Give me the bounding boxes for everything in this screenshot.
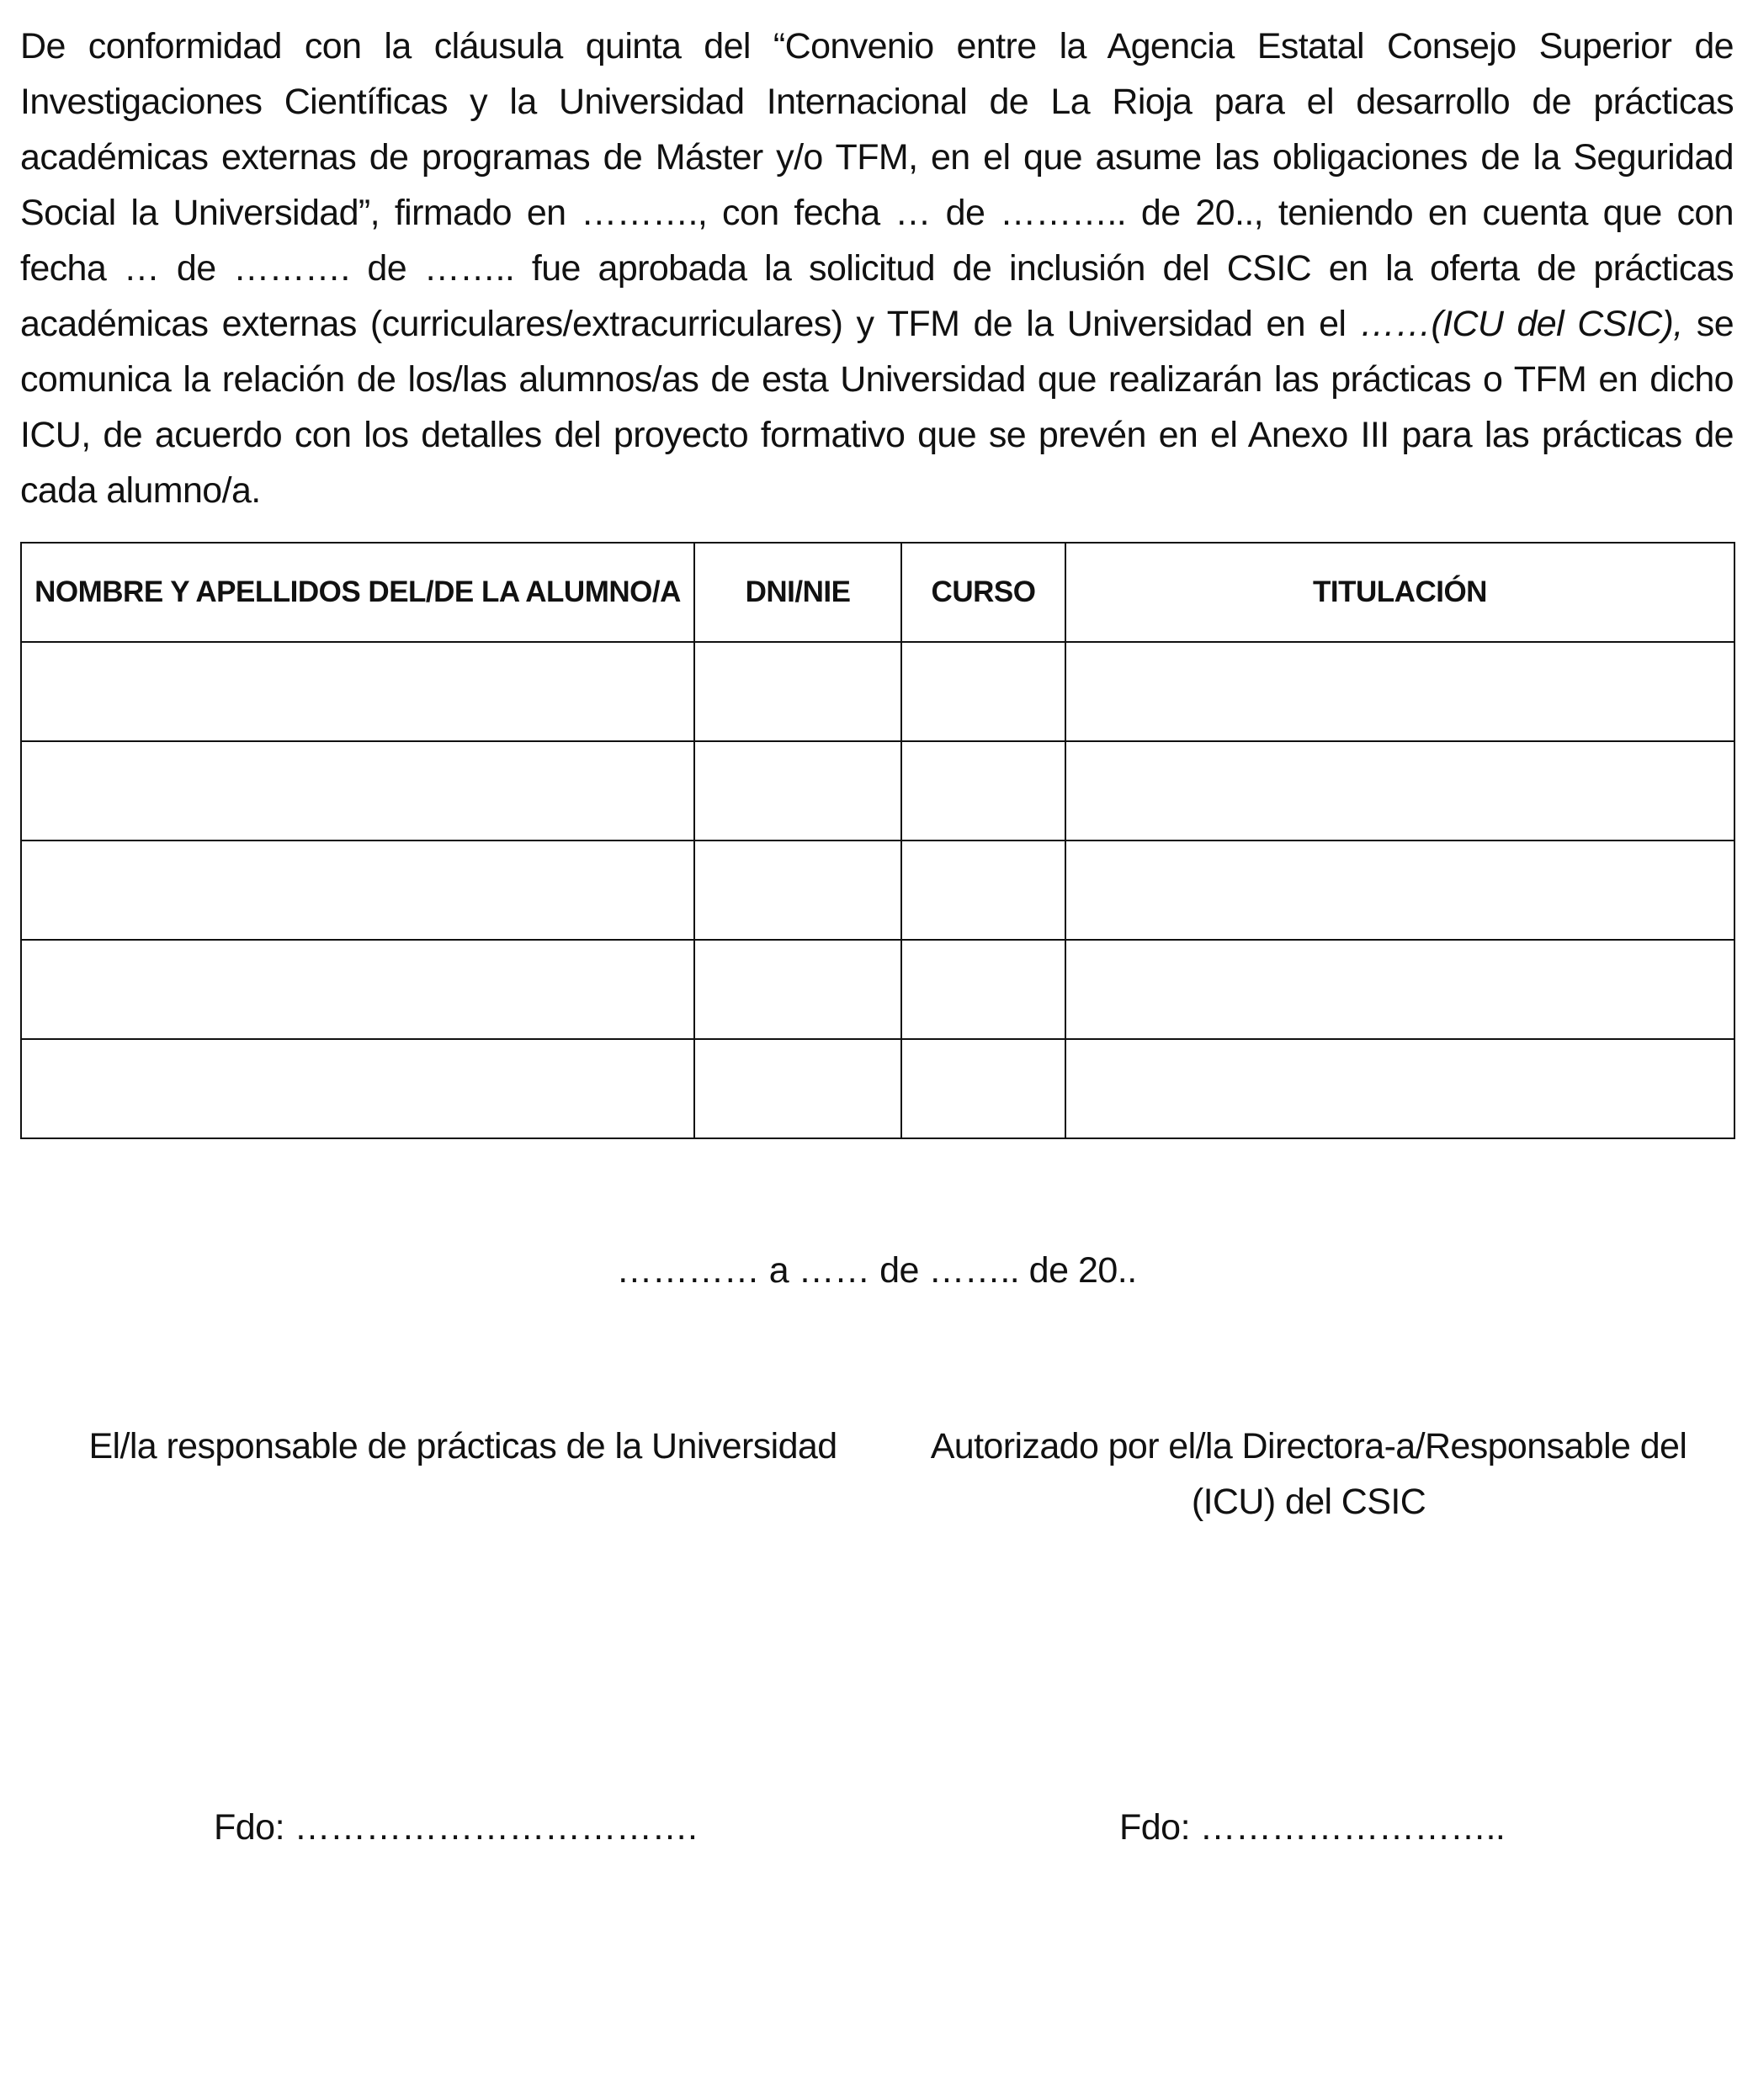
university-signatory-label: El/la responsable de prácticas de la Universidad — [88, 1426, 837, 1466]
students-table — [20, 542, 1735, 1139]
cell-student-name[interactable] — [21, 642, 694, 741]
cell-curso[interactable] — [901, 741, 1065, 841]
header-curso: CURSO — [901, 543, 1065, 642]
cell-curso[interactable] — [901, 841, 1065, 940]
date-place-line: ………… a …… de …….. de 20.. — [616, 1250, 1137, 1291]
intro-text-icu: ……(ICU del CSIC), — [1359, 304, 1683, 344]
intro-text-part1: De conformidad con la cláusula quinta del “Convenio entre la Agencia Estatal Consejo Superior de Investigaciones Científicas y la Universidad Internacional de La Rioja para el desarrollo de prácticas académicas externas de programas de Máster y/o TFM, en el que asume las obligaciones de la Seguridad Social la Universidad”, firmado en ………., con fecha … de ……….. de 20.., teniendo en cuenta que con fecha … de ………. de …….. fue aprobada la solicitud de inclusión del CSIC en la oferta de prácticas académicas externas (curriculares/extracurriculares) y TFM de la Universidad en el — [20, 26, 1734, 344]
cell-titulacion[interactable] — [1065, 1039, 1734, 1138]
cell-dni-nie[interactable] — [694, 940, 901, 1039]
cell-student-name[interactable] — [21, 841, 694, 940]
cell-dni-nie[interactable] — [694, 1039, 901, 1138]
cell-titulacion[interactable] — [1065, 741, 1734, 841]
cell-titulacion[interactable] — [1065, 940, 1734, 1039]
cell-titulacion[interactable] — [1065, 642, 1734, 741]
table-row — [21, 642, 1734, 741]
table-row — [21, 1039, 1734, 1138]
table-row — [21, 741, 1734, 841]
cell-titulacion[interactable] — [1065, 841, 1734, 940]
cell-student-name[interactable] — [21, 741, 694, 841]
cell-student-name[interactable] — [21, 1039, 694, 1138]
header-dni-nie: DNI/NIE — [694, 543, 901, 642]
table-row — [21, 940, 1734, 1039]
cell-student-name[interactable] — [21, 940, 694, 1039]
table-row — [21, 841, 1734, 940]
intro-paragraph — [20, 19, 1734, 518]
cell-curso[interactable] — [901, 642, 1065, 741]
header-student-name: NOMBRE Y APELLIDOS DEL/DE LA ALUMNO/A — [21, 543, 694, 642]
university-signatory-title — [34, 1419, 892, 1474]
cell-dni-nie[interactable] — [694, 841, 901, 940]
university-signature-line: Fdo: ……………………………. — [214, 1807, 698, 1848]
table-header-row — [21, 543, 1734, 642]
cell-dni-nie[interactable] — [694, 741, 901, 841]
cell-dni-nie[interactable] — [694, 642, 901, 741]
cell-curso[interactable] — [901, 1039, 1065, 1138]
csic-signatory-title — [917, 1419, 1700, 1530]
intro-text-part2: se comunica la relación de los/las alumnos/as de esta Universidad que realizarán las prácticas o TFM en dicho ICU, de acuerdo con los detalles del proyecto formativo que se prevén en el Anexo III para las prácticas de cada alumno/a. — [20, 304, 1734, 511]
cell-curso[interactable] — [901, 940, 1065, 1039]
header-titulacion: TITULACIÓN — [1065, 543, 1734, 642]
csic-signature-line: Fdo: …………………….. — [1119, 1807, 1506, 1848]
csic-signatory-label-line1: Autorizado por el/la Directora-a/Responsable del — [930, 1426, 1687, 1466]
csic-signatory-label-line2: (ICU) del CSIC — [1191, 1482, 1426, 1522]
